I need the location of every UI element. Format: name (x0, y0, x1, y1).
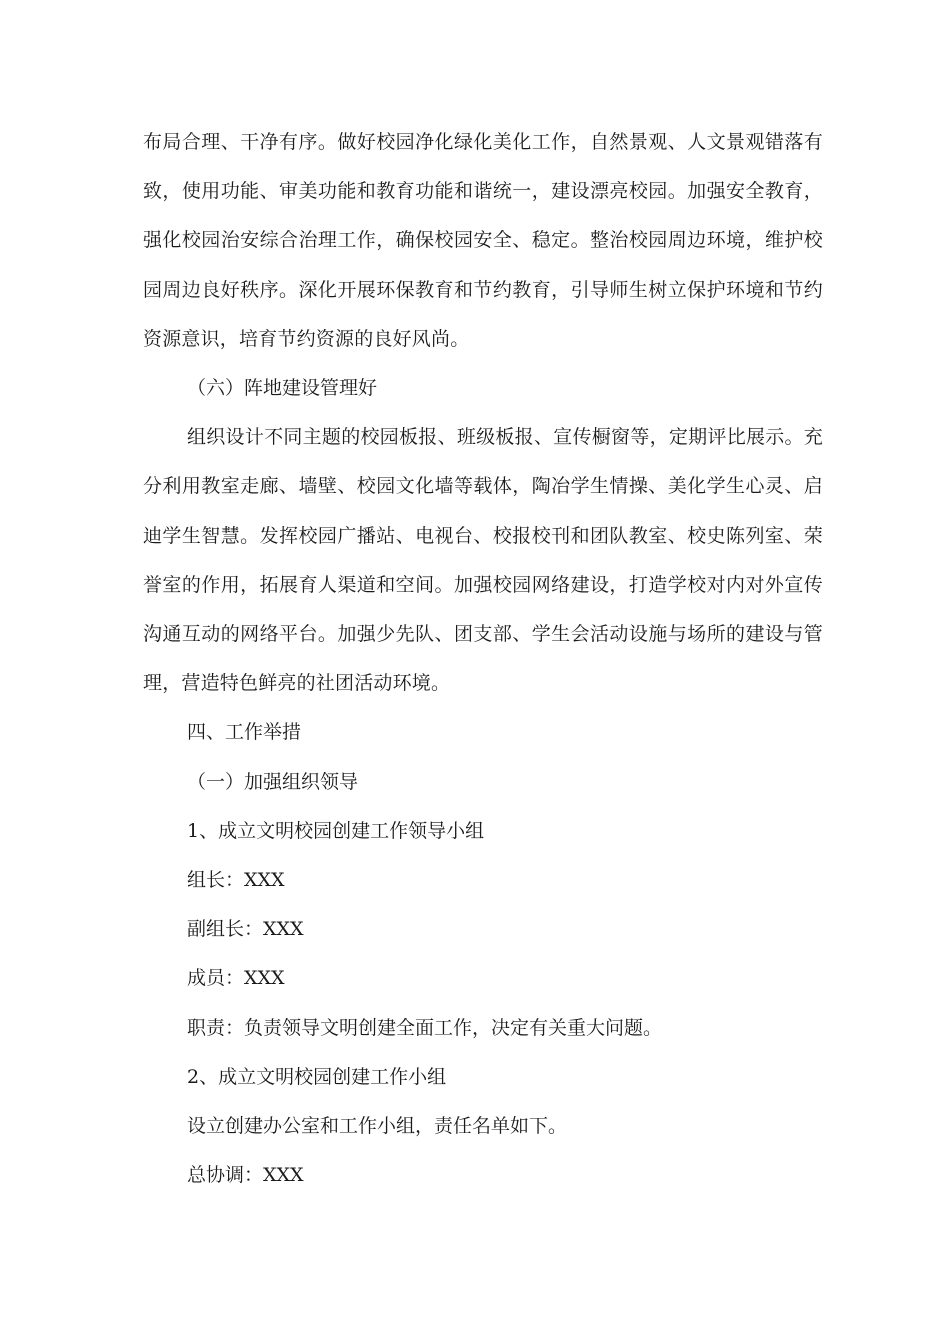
heading-organization-leadership: （一）加强组织领导 (187, 770, 359, 793)
item-group-leader: 组长：XXX (187, 869, 285, 892)
item-members: 成员：XXX (187, 967, 285, 990)
document-body (143, 118, 823, 1200)
paragraph-position-construction: 组织设计不同主题的校园板报、班级板报、宣传橱窗等，定期评比展示。充分利用教室走廊、墙壁、校园文化墙等载体，陶冶学生情操、美化学生心灵、启迪学生智慧。发挥校园广播站、电视台、校报校刊和团队教室、校史陈列室、荣誉室的作用，拓展育人渠道和空间。加强校园网络建设，打造学校对内对外宣传沟通互动的网络平台。加强少先队、团支部、学生会活动设施与场所的建设与管理，营造特色鲜亮的社团活动环境。 (143, 426, 823, 695)
item-leadership-group: 1、成立文明校园创建工作领导小组 (187, 819, 485, 842)
item-office-setup: 设立创建办公室和工作小组，责任名单如下。 (187, 1115, 568, 1138)
item-work-group: 2、成立文明校园创建工作小组 (187, 1065, 447, 1088)
heading-position-construction: （六）阵地建设管理好 (187, 377, 378, 400)
item-deputy-leader: 副组长：XXX (187, 918, 304, 941)
item-general-coordinator: 总协调：XXX (187, 1164, 304, 1187)
item-responsibilities: 职责：负责领导文明创建全面工作，决定有关重大问题。 (187, 1016, 663, 1039)
paragraph-campus-environment: 布局合理、干净有序。做好校园净化绿化美化工作，自然景观、人文景观错落有致，使用功能、审美功能和教育功能和谐统一，建设漂亮校园。加强安全教育，强化校园治安综合治理工作，确保校园安全、稳定。整治校园周边环境，维护校园周边良好秩序。深化开展环保教育和节约教育，引导师生树立保护环境和节约资源意识，培育节约资源的良好风尚。 (143, 131, 823, 350)
heading-work-measures: 四、工作举措 (187, 721, 302, 744)
